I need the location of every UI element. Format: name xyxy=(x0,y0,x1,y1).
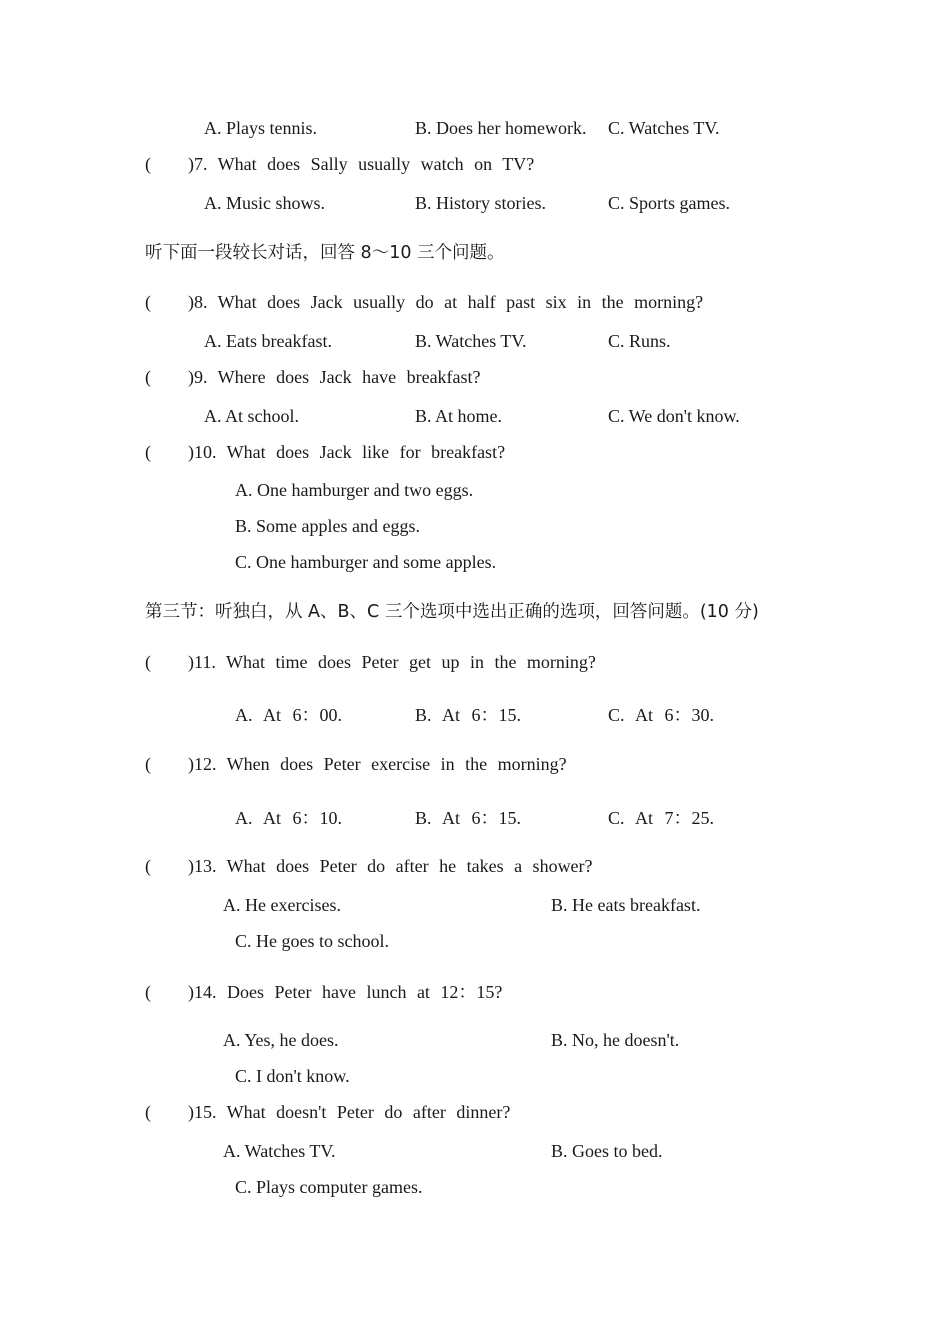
q14-option-c: C. I don't know. xyxy=(235,1066,350,1086)
q12-answer-paren: ( xyxy=(145,754,151,774)
q13-option-b: B. He eats breakfast. xyxy=(551,895,701,915)
q15-option-c: C. Plays computer games. xyxy=(235,1177,423,1197)
q9-option-a: A. At school. xyxy=(204,406,300,426)
q10-stem: )10. What does Jack like for breakfast? xyxy=(188,442,506,462)
q8-option-c: C. Runs. xyxy=(608,331,671,351)
q11-option-b: B. At 6：15. xyxy=(415,705,522,725)
q13-answer-paren: ( xyxy=(145,856,151,876)
q13-stem: )13. What does Peter do after he takes a shower? xyxy=(188,856,593,876)
q8-answer-paren: ( xyxy=(145,292,151,312)
q7-answer-paren: ( xyxy=(145,154,151,174)
q6-option-c: C. Watches TV. xyxy=(608,118,720,138)
q15-stem: )15. What doesn't Peter do after dinner? xyxy=(188,1102,511,1122)
q10-option-b: B. Some apples and eggs. xyxy=(235,516,420,536)
q10-option-a: A. One hamburger and two eggs. xyxy=(235,480,474,500)
q7-option-b: B. History stories. xyxy=(415,193,547,213)
q11-option-a: A. At 6：00. xyxy=(235,705,343,725)
q7-option-c: C. Sports games. xyxy=(608,193,731,213)
q9-stem: )9. Where does Jack have breakfast? xyxy=(188,367,481,387)
dialogue-instruction: 听下面一段较长对话，回答 8～10 三个问题。 xyxy=(145,243,505,263)
q8-stem: )8. What does Jack usually do at half past six in the morning? xyxy=(188,292,704,312)
q15-answer-paren: ( xyxy=(145,1102,151,1122)
q10-option-c: C. One hamburger and some apples. xyxy=(235,552,497,572)
q12-option-b: B. At 6：15. xyxy=(415,808,522,828)
q11-option-c: C. At 6：30. xyxy=(608,705,715,725)
q13-option-a: A. He exercises. xyxy=(223,895,341,915)
q12-option-a: A. At 6：10. xyxy=(235,808,343,828)
q6-option-a: A. Plays tennis. xyxy=(204,118,318,138)
q14-answer-paren: ( xyxy=(145,982,151,1002)
q11-answer-paren: ( xyxy=(145,652,151,672)
q15-option-b: B. Goes to bed. xyxy=(551,1141,663,1161)
section3-heading: 第三节：听独白，从 A、B、C 三个选项中选出正确的选项，回答问题。(10 分) xyxy=(145,602,759,622)
q8-option-b: B. Watches TV. xyxy=(415,331,527,351)
q9-option-c: C. We don't know. xyxy=(608,406,740,426)
q13-option-c: C. He goes to school. xyxy=(235,931,389,951)
q12-option-c: C. At 7：25. xyxy=(608,808,715,828)
q9-answer-paren: ( xyxy=(145,367,151,387)
q11-stem: )11. What time does Peter get up in the morning? xyxy=(188,652,596,672)
q8-option-a: A. Eats breakfast. xyxy=(204,331,332,351)
q7-stem: )7. What does Sally usually watch on TV? xyxy=(188,154,535,174)
q10-answer-paren: ( xyxy=(145,442,151,462)
q9-option-b: B. At home. xyxy=(415,406,503,426)
q14-option-b: B. No, he doesn't. xyxy=(551,1030,680,1050)
q6-option-b: B. Does her homework. xyxy=(415,118,587,138)
q14-option-a: A. Yes, he does. xyxy=(223,1030,339,1050)
q7-option-a: A. Music shows. xyxy=(204,193,326,213)
q14-stem: )14. Does Peter have lunch at 12：15? xyxy=(188,982,503,1002)
q12-stem: )12. When does Peter exercise in the morning? xyxy=(188,754,567,774)
q15-option-a: A. Watches TV. xyxy=(223,1141,336,1161)
